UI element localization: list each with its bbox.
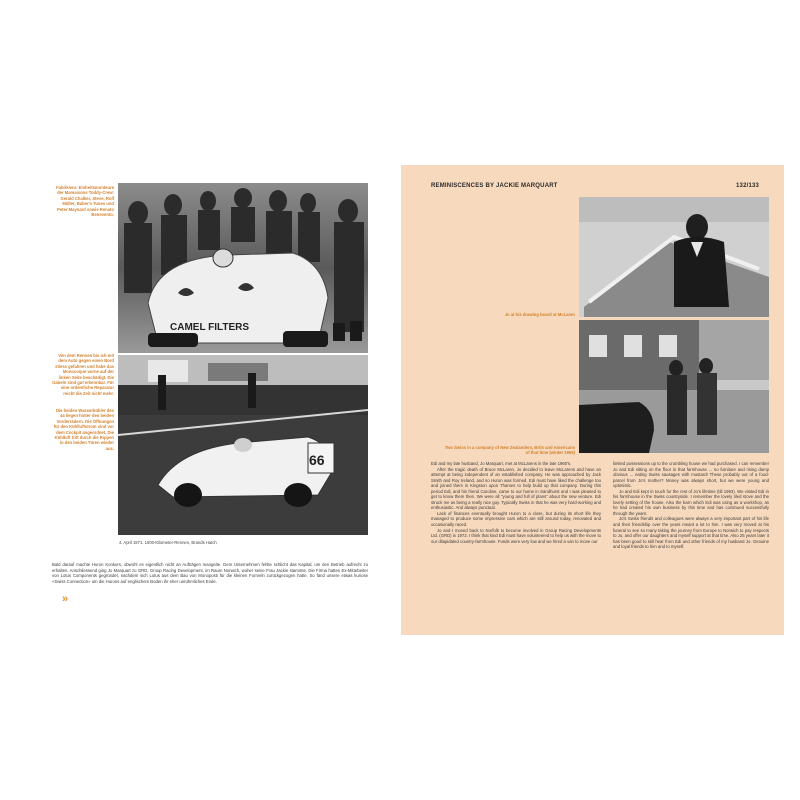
page-header: REMINISCENCES BY JACKIE MARQUART [431,183,558,189]
caption-middle-2: Die beiden Wasserkühler des 44 liegen hinter den beiden Vorderrädern. Die Öffnungen für den Kühlluftstrom sind vor dem Cockpit angeordnet. Die Kühlluft tritt durch die Rippen in den beiden Türen wieder aus. [53,408,114,451]
right-page [401,165,784,635]
col2-paragraph: limited possessions up to the crumbling house we had purchased. I can remember Jo and Edi sitting on the floor in that farmhouse ... no furniture and rising damp obvious ... eating Swiss sausages with mustard! These probably out of a food-parcel from Jo's mother? Money was always short, but we were young and optimistic. [613,461,769,489]
left-body-paragraph [52,562,368,584]
col1-paragraph: Lack of finances eventually brought Huron to a close, but during its short life they managed to produce some impressive cars which are still around today, renovated and occasionally raced. [431,510,601,528]
photo-camel-car-crew [118,183,368,353]
left-body-text: Bald darauf machte Huron Konkurs, obwohl es eigentlich nicht an Aufträgen mangelte. Dem Unternehmen fehlte schlicht das Kapital, um den Betrieb aufrecht zu erhalten. Anschliessend ging Jo Marquart zu GRD, Group Racing Development, im Raum Norwich, woher seine Frau Jackie stammte. Die Firma hatten Ex-Mitarbeiter von Lotus Components gegründet, nachdem sich Lotus aus dem Bau von Monoposti für die kleinen Formeln zurückgezogen hatte. So fand unsere etwas kuriose «Swiss Connection» um die Hurons auf englischem Boden ihr eher unrühmliches Ende. [52,562,368,584]
continue-marker: » [62,593,69,605]
col1-paragraph: Jo and I moved back to Norfolk to become involved in Group Racing Developments Ltd. (GRD) in 1972. I think that kind Edi must have volunteered to help us with the move to our dilapidated country-farmhouse. Funds were very low and we hired a van to move our [431,527,601,544]
page-numbers: 132/133 [736,183,760,189]
photo-two-swiss [579,320,769,453]
caption-top: Fabrikneu: Einheitsmonteure der Mamaisons Toddy-Crew: Gerald Chalker, Steve, Rolf Müller, Baber's Tunes und Peter Maynard sowie Renato Benevento. [56,185,114,218]
caption-drawing-board: Jo at his drawing board at McLaren [504,312,575,317]
col2-paragraph: Jo and Edi kept in touch for the rest of Jo's lifetime (till 1993). We visited Edi in his farmhouse in the Swiss countryside. I remember the lovely tiled stove and the lovely setting of the house. Also the barn which Edi was using as a workshop, as he had created his own business by this time and has continued successfully through the years. [613,488,769,516]
photo-car-racing [118,355,368,535]
car-sponsor-text: CAMEL FILTERS [170,322,250,333]
photo-drawing-board [579,197,769,317]
text-column-1 [431,461,601,544]
caption-middle-1: Von dem Rennen bis ich mit dem Auto gegen einen Bord stiess gefahren und habe das Monocoque vorne auf der linken Seite beschädigt. Die Gabeln sind gut erkennbar. Für eine ordentliche Reparatur reicht die Zeit nicht mehr. [52,353,114,396]
col2-paragraph: Jo's Swiss friends and colleagues were always a very important part of his life and their friendship over the years meant a lot to him. I was very moved at his funeral to see so many taking the journey from Europe to Norwich to pay respects to Jo, and offer our daughters and myself support at that time. Also 25 years later it has been good to still hear from Edi and other friends of my husband Jo. Genuine and loyal friends to him and to myself. [613,516,769,550]
text-column-2 [613,461,769,550]
car-race-number: 66 [309,452,325,468]
col1-paragraph: After the tragic death of Bruce McLaren, Jo decided to leave McLarens and have an attempt at being independent of an established company. He was approached by Jack Smith and Roy Ireland, and so Huron was formed. Edi must have liked the challenge too and joined them in Kingston upon Thames to help build up that company. During this period Edi, and his friend Caroline, came to our home in Sandhurst and I was pleased to get to know them then. We were all "young and full of plans" about the new venture. Edi struck me as being a really nice guy. Typically Swiss in that he was very hard-working and enthusiastic. And always punctual. [431,466,601,511]
caption-two-swiss: Two Swiss in a company of New Zealanders, Brits and Americans of that time (winter 1969) [444,445,575,456]
photo-caption: 4. April 1971: 1000-Kilometer-Rennen, Brands Hatch [119,540,217,545]
col1-paragraph: Edi and my late husband, Jo Marquart, met at McLarens in the late 1960's. [431,461,572,466]
